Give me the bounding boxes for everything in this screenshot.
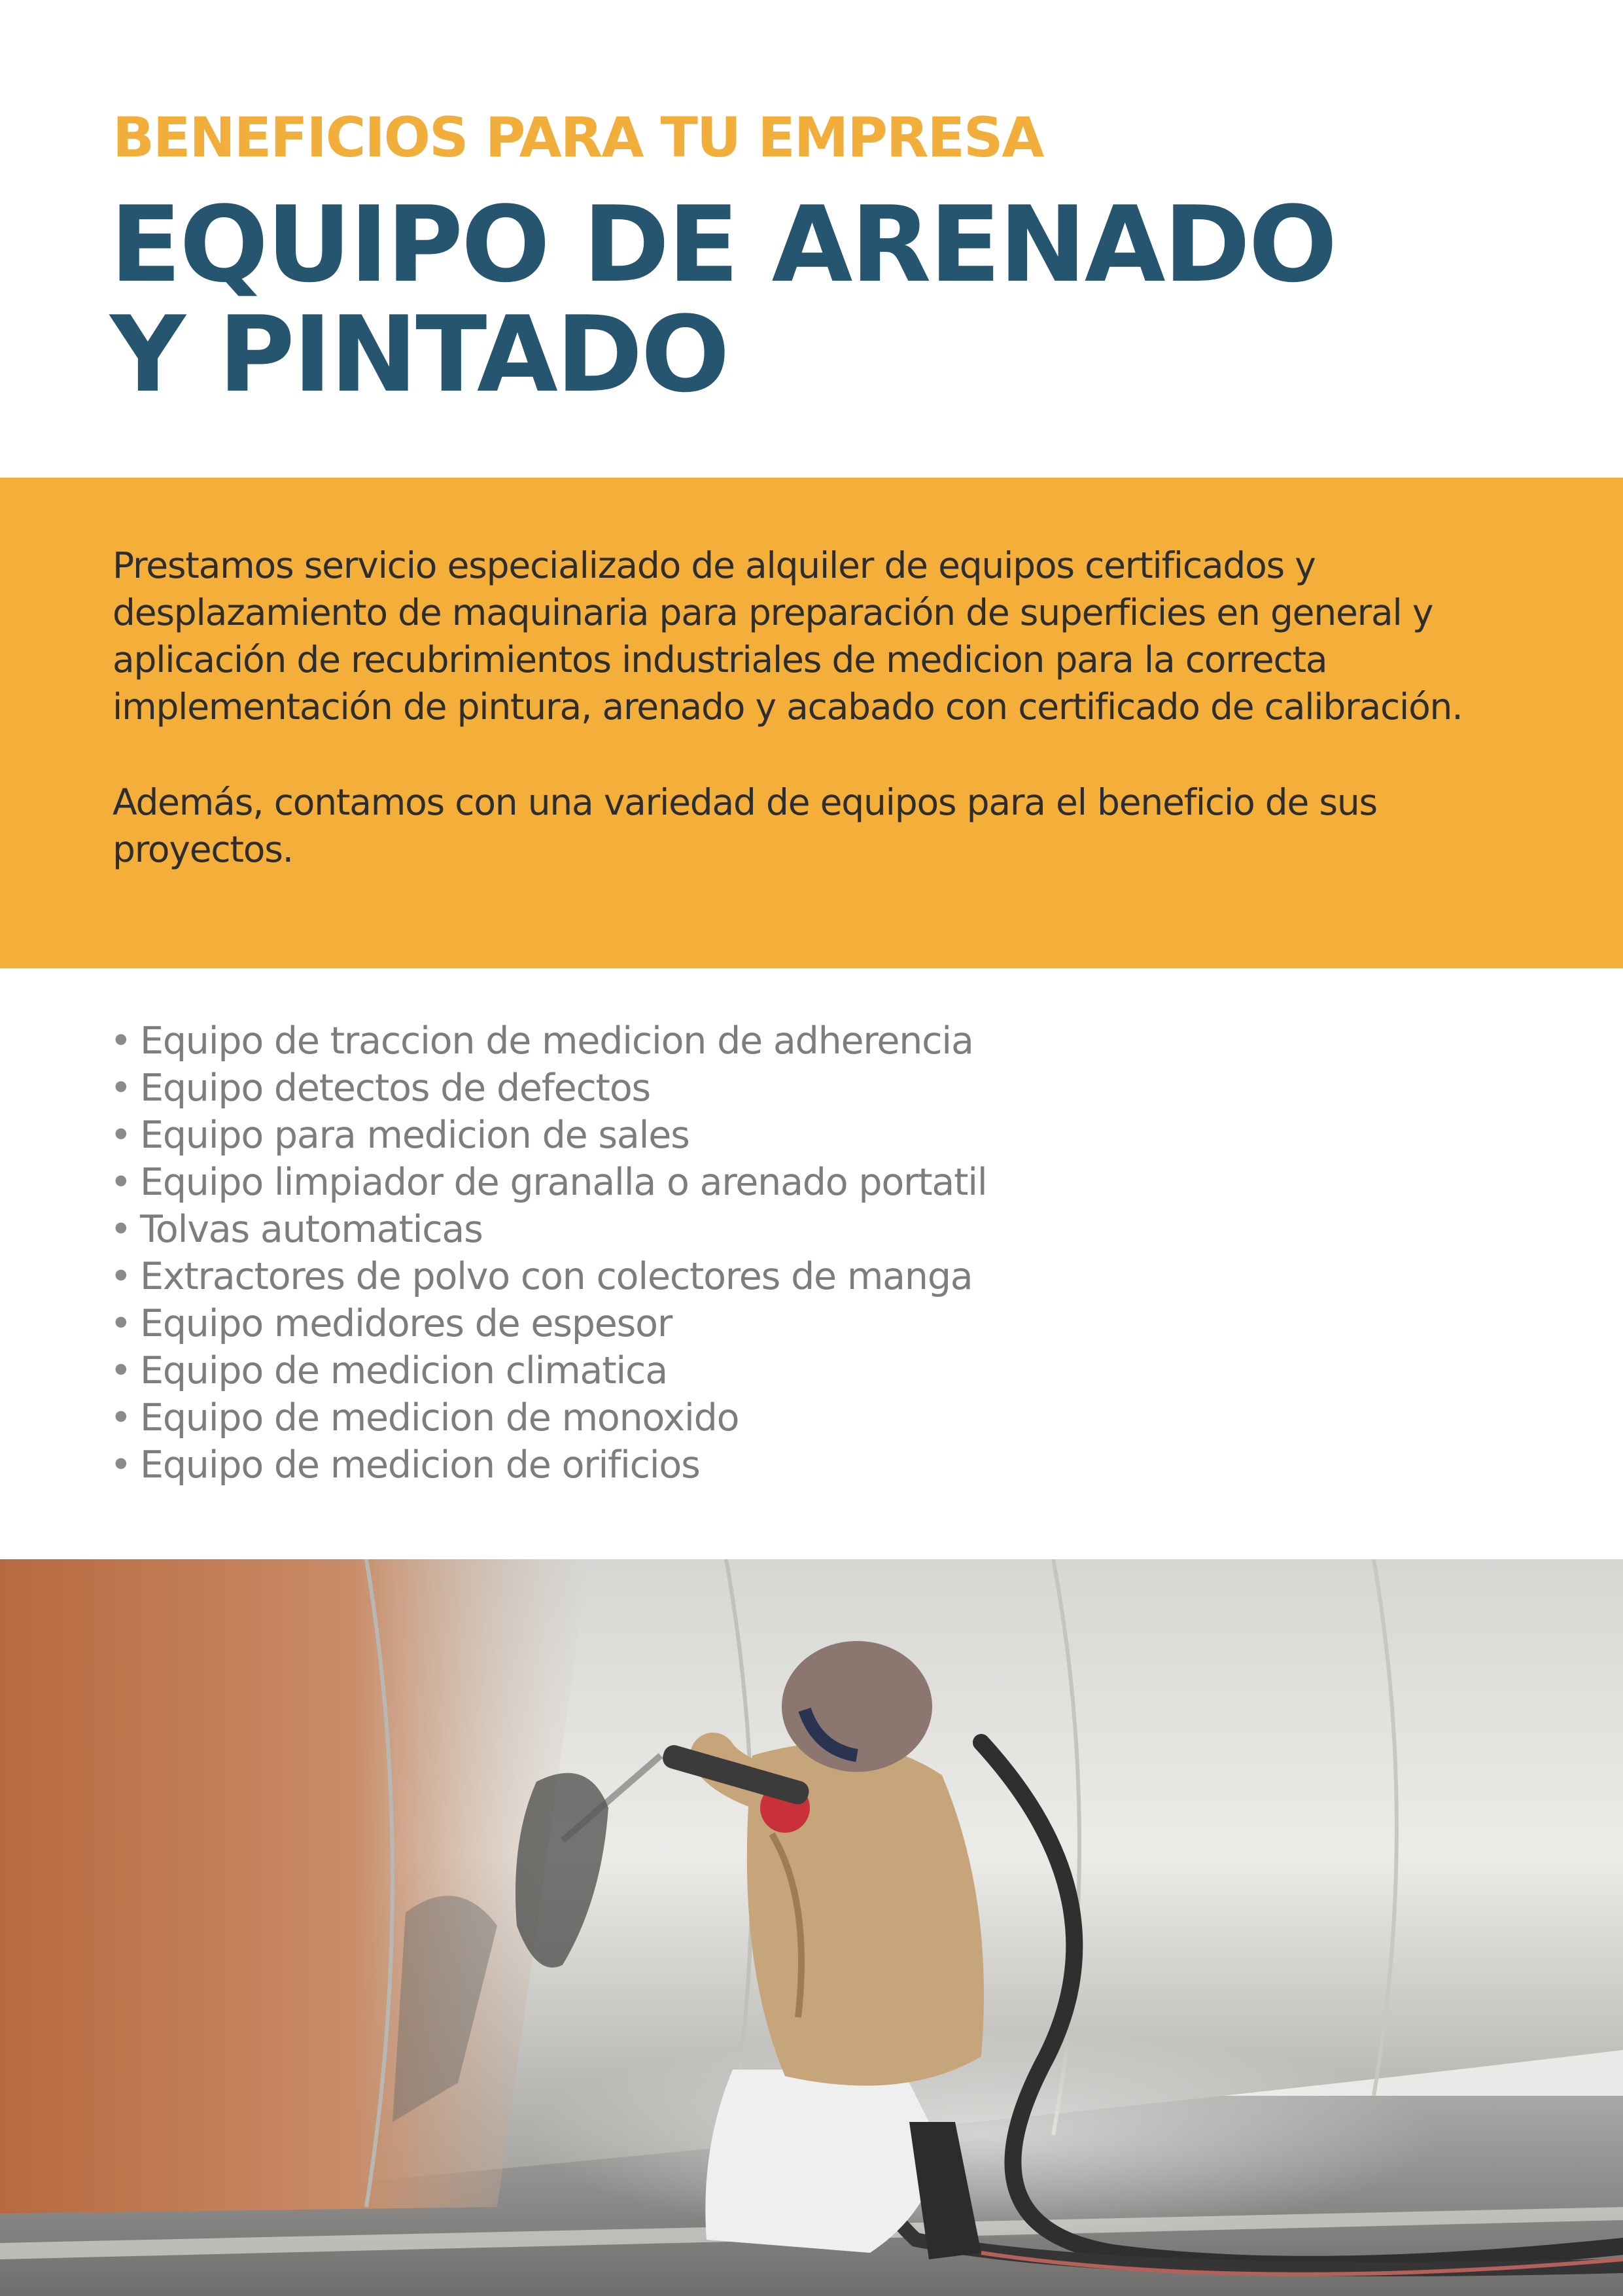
intro-line: Además, contamos con una variedad de equipos para el beneficio de sus — [113, 781, 1377, 823]
sandblasting-photo-illustration — [0, 1559, 1623, 2296]
list-item-label: Equipo para medicion de sales — [140, 1114, 689, 1157]
list-item — [110, 1300, 987, 1347]
list-item — [110, 1347, 987, 1394]
list-item-label: Equipo de medicion de orificios — [140, 1443, 700, 1487]
list-item — [110, 1394, 987, 1441]
list-item-label: Equipo de medicion de monoxido — [140, 1396, 739, 1439]
list-item — [110, 1112, 987, 1159]
list-item — [110, 1065, 987, 1112]
intro-line: proyectos. — [113, 828, 293, 870]
bullet-icon: • — [110, 1019, 131, 1063]
bullet-icon: • — [110, 1114, 131, 1157]
intro-paragraph-2 — [113, 779, 1377, 873]
page-eyebrow: BENEFICIOS PARA TU EMPRESA — [113, 105, 1043, 169]
list-item-label: Equipo limpiador de granalla o arenado portatil — [140, 1161, 987, 1204]
list-item — [110, 1206, 987, 1253]
intro-line: desplazamiento de maquinaria para preparación de superficies en general y — [113, 592, 1433, 633]
list-item-label: Equipo de medicion climatica — [140, 1349, 667, 1392]
bullet-icon: • — [110, 1208, 131, 1251]
intro-line: Prestamos servicio especializado de alquiler de equipos certificados y — [113, 544, 1316, 586]
list-item-label: Equipo de traccion de medicion de adherencia — [140, 1019, 973, 1063]
list-item-label: Extractores de polvo con colectores de manga — [140, 1255, 973, 1298]
list-item-label: Equipo detectos de defectos — [140, 1067, 650, 1110]
sandblasting-photo — [0, 1559, 1623, 2296]
list-item — [110, 1253, 987, 1300]
page-title — [110, 183, 1336, 415]
page-title-line-1: EQUIPO DE ARENADO — [110, 183, 1336, 306]
intro-paragraph-1 — [113, 542, 1463, 730]
equipment-list — [110, 1017, 987, 1489]
list-item — [110, 1017, 987, 1065]
intro-line: aplicación de recubrimientos industriales de medicion para la correcta — [113, 639, 1327, 680]
intro-band — [0, 478, 1623, 968]
list-item — [110, 1441, 987, 1489]
intro-line: implementación de pintura, arenado y acabado con certificado de calibración. — [113, 686, 1463, 728]
bullet-icon: • — [110, 1396, 131, 1439]
bullet-icon: • — [110, 1443, 131, 1487]
list-item-label: Equipo medidores de espesor — [140, 1302, 672, 1345]
list-item-label: Tolvas automaticas — [140, 1208, 483, 1251]
list-item — [110, 1159, 987, 1206]
bullet-icon: • — [110, 1161, 131, 1204]
page-title-line-2: Y PINTADO — [110, 293, 728, 415]
bullet-icon: • — [110, 1067, 131, 1110]
bullet-icon: • — [110, 1255, 131, 1298]
bullet-icon: • — [110, 1302, 131, 1345]
bullet-icon: • — [110, 1349, 131, 1392]
